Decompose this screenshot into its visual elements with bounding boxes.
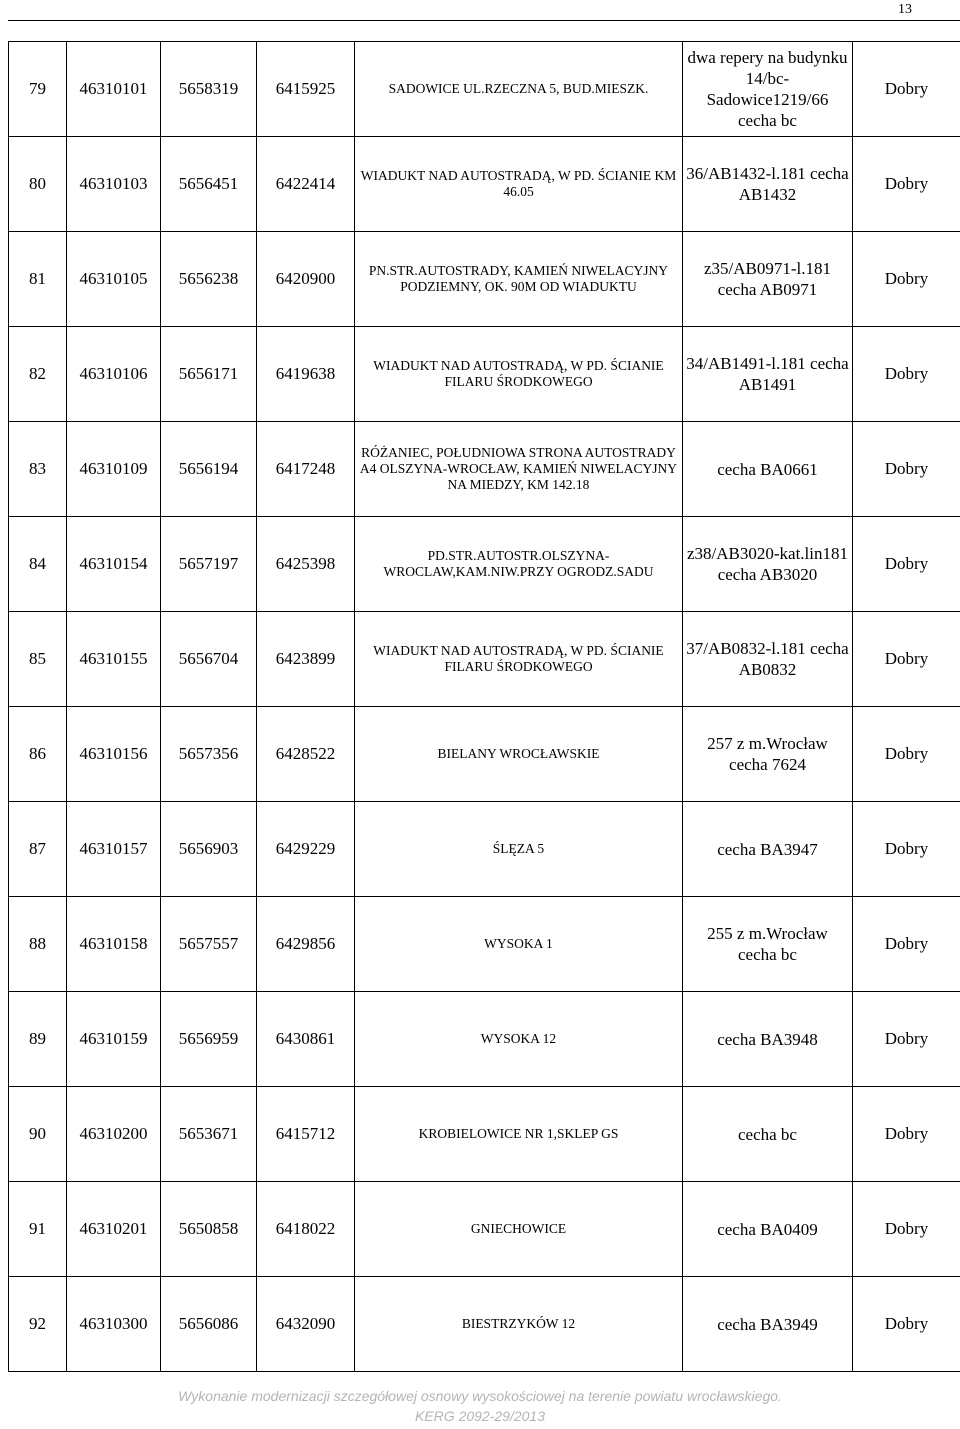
cell-x-coordinate: 5650858 [161, 1182, 257, 1277]
cell-lp: 89 [9, 992, 67, 1087]
cell-status: Dobry [853, 42, 960, 137]
table-row [9, 802, 960, 897]
cell-point-id: 46310158 [67, 897, 161, 992]
cell-mark: 255 z m.Wrocław cecha bc [683, 897, 853, 992]
cell-mark: cecha BA3947 [683, 802, 853, 897]
cell-status: Dobry [853, 612, 960, 707]
cell-x-coordinate: 5653671 [161, 1087, 257, 1182]
cell-mark: 257 z m.Wrocław cecha 7624 [683, 707, 853, 802]
cell-x-coordinate: 5656194 [161, 422, 257, 517]
cell-y-coordinate: 6415712 [257, 1087, 355, 1182]
cell-y-coordinate: 6429229 [257, 802, 355, 897]
cell-y-coordinate: 6419638 [257, 327, 355, 422]
cell-status: Dobry [853, 422, 960, 517]
cell-location: BIELANY WROCŁAWSKIE [355, 707, 683, 802]
cell-y-coordinate: 6430861 [257, 992, 355, 1087]
cell-point-id: 46310201 [67, 1182, 161, 1277]
cell-lp: 83 [9, 422, 67, 517]
cell-point-id: 46310155 [67, 612, 161, 707]
cell-location: PD.STR.AUTOSTR.OLSZYNA-WROCLAW,KAM.NIW.PRZY OGRODZ.SADU [355, 517, 683, 612]
cell-location: SADOWICE UL.RZECZNA 5, BUD.MIESZK. [355, 42, 683, 137]
cell-lp: 90 [9, 1087, 67, 1182]
cell-status: Dobry [853, 232, 960, 327]
cell-mark: z35/AB0971-l.181 cecha AB0971 [683, 232, 853, 327]
cell-mark: cecha bc [683, 1087, 853, 1182]
page-footer [0, 1386, 960, 1426]
cell-status: Dobry [853, 327, 960, 422]
cell-status: Dobry [853, 1087, 960, 1182]
cell-x-coordinate: 5657557 [161, 897, 257, 992]
table-row [9, 517, 960, 612]
cell-lp: 85 [9, 612, 67, 707]
benchmark-table [8, 41, 960, 1372]
cell-point-id: 46310300 [67, 1277, 161, 1372]
cell-x-coordinate: 5657356 [161, 707, 257, 802]
cell-location: BIESTRZYKÓW 12 [355, 1277, 683, 1372]
cell-x-coordinate: 5656086 [161, 1277, 257, 1372]
cell-status: Dobry [853, 517, 960, 612]
cell-location: WIADUKT NAD AUTOSTRADĄ, W PD. ŚCIANIE FILARU ŚRODKOWEGO [355, 612, 683, 707]
cell-y-coordinate: 6432090 [257, 1277, 355, 1372]
cell-status: Dobry [853, 1277, 960, 1372]
cell-lp: 81 [9, 232, 67, 327]
cell-mark: cecha BA0661 [683, 422, 853, 517]
cell-lp: 91 [9, 1182, 67, 1277]
cell-point-id: 46310106 [67, 327, 161, 422]
table-body [9, 42, 960, 1372]
header-rule [8, 20, 960, 21]
page-number: 13 [898, 2, 912, 17]
cell-status: Dobry [853, 897, 960, 992]
cell-mark: 36/AB1432-l.181 cecha AB1432 [683, 137, 853, 232]
cell-location: RÓŻANIEC, POŁUDNIOWA STRONA AUTOSTRADY A4 OLSZYNA-WROCŁAW, KAMIEŃ NIWELACYJNY NA MIEDZY, KM 142.18 [355, 422, 683, 517]
table-row [9, 137, 960, 232]
cell-location: ŚLĘZA 5 [355, 802, 683, 897]
cell-mark: z38/AB3020-kat.lin181 cecha AB3020 [683, 517, 853, 612]
cell-mark: 34/AB1491-l.181 cecha AB1491 [683, 327, 853, 422]
cell-x-coordinate: 5656171 [161, 327, 257, 422]
cell-x-coordinate: 5658319 [161, 42, 257, 137]
cell-y-coordinate: 6417248 [257, 422, 355, 517]
cell-x-coordinate: 5656704 [161, 612, 257, 707]
table-row [9, 612, 960, 707]
cell-status: Dobry [853, 1182, 960, 1277]
cell-status: Dobry [853, 992, 960, 1087]
table-row [9, 1087, 960, 1182]
cell-status: Dobry [853, 137, 960, 232]
cell-y-coordinate: 6423899 [257, 612, 355, 707]
cell-point-id: 46310109 [67, 422, 161, 517]
table-row [9, 232, 960, 327]
cell-x-coordinate: 5656959 [161, 992, 257, 1087]
cell-y-coordinate: 6422414 [257, 137, 355, 232]
cell-x-coordinate: 5657197 [161, 517, 257, 612]
cell-lp: 84 [9, 517, 67, 612]
table-row [9, 897, 960, 992]
cell-mark: 37/AB0832-l.181 cecha AB0832 [683, 612, 853, 707]
cell-y-coordinate: 6428522 [257, 707, 355, 802]
cell-location: GNIECHOWICE [355, 1182, 683, 1277]
cell-status: Dobry [853, 802, 960, 897]
cell-mark: cecha BA3948 [683, 992, 853, 1087]
table-row [9, 992, 960, 1087]
cell-location: WIADUKT NAD AUTOSTRADĄ, W PD. ŚCIANIE FILARU ŚRODKOWEGO [355, 327, 683, 422]
footer-project-title: Wykonanie modernizacji szczegółowej osnowy wysokościowej na terenie powiatu wrocławskiego. [178, 1388, 782, 1404]
table-row [9, 707, 960, 802]
cell-point-id: 46310159 [67, 992, 161, 1087]
cell-location: WIADUKT NAD AUTOSTRADĄ, W PD. ŚCIANIE KM 46.05 [355, 137, 683, 232]
table-row [9, 42, 960, 137]
cell-lp: 92 [9, 1277, 67, 1372]
cell-lp: 79 [9, 42, 67, 137]
cell-x-coordinate: 5656238 [161, 232, 257, 327]
cell-location: WYSOKA 1 [355, 897, 683, 992]
footer-contract-number: KERG 2092-29/2013 [415, 1408, 545, 1424]
cell-y-coordinate: 6429856 [257, 897, 355, 992]
table-row [9, 1182, 960, 1277]
table-row [9, 422, 960, 517]
cell-lp: 87 [9, 802, 67, 897]
cell-lp: 80 [9, 137, 67, 232]
cell-point-id: 46310154 [67, 517, 161, 612]
cell-y-coordinate: 6418022 [257, 1182, 355, 1277]
cell-mark: dwa repery na budynku 14/bc-Sadowice1219/66 cecha bc [683, 42, 853, 137]
cell-x-coordinate: 5656451 [161, 137, 257, 232]
cell-lp: 86 [9, 707, 67, 802]
cell-lp: 88 [9, 897, 67, 992]
table-row [9, 1277, 960, 1372]
cell-y-coordinate: 6425398 [257, 517, 355, 612]
table-row [9, 327, 960, 422]
cell-point-id: 46310103 [67, 137, 161, 232]
cell-status: Dobry [853, 707, 960, 802]
cell-y-coordinate: 6420900 [257, 232, 355, 327]
cell-location: WYSOKA 12 [355, 992, 683, 1087]
cell-point-id: 46310157 [67, 802, 161, 897]
cell-x-coordinate: 5656903 [161, 802, 257, 897]
cell-y-coordinate: 6415925 [257, 42, 355, 137]
cell-point-id: 46310156 [67, 707, 161, 802]
cell-mark: cecha BA0409 [683, 1182, 853, 1277]
cell-location: KROBIELOWICE NR 1,SKLEP GS [355, 1087, 683, 1182]
cell-point-id: 46310105 [67, 232, 161, 327]
cell-point-id: 46310101 [67, 42, 161, 137]
cell-point-id: 46310200 [67, 1087, 161, 1182]
cell-mark: cecha BA3949 [683, 1277, 853, 1372]
cell-lp: 82 [9, 327, 67, 422]
cell-location: PN.STR.AUTOSTRADY, KAMIEŃ NIWELACYJNY PODZIEMNY, OK. 90M OD WIADUKTU [355, 232, 683, 327]
